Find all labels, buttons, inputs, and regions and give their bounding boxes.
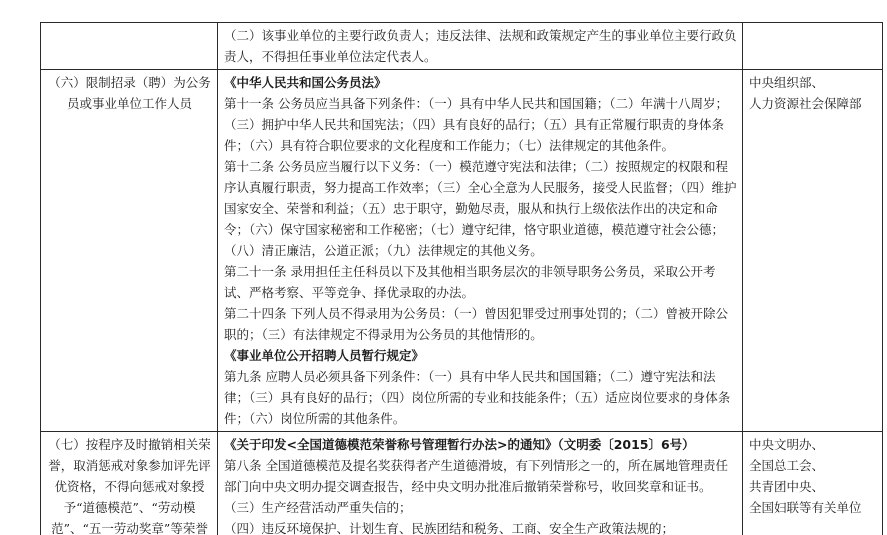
measure-text: （七）按程序及时撤销相关荣誉，取消惩戒对象参加评先评优资格，不得向惩戒对象授予“道德模范”、“劳动模范”、“五一劳动奖章”等荣誉 xyxy=(48,437,211,535)
department-cell xyxy=(743,70,883,432)
measure-cell xyxy=(41,432,218,535)
measure-cell xyxy=(41,70,218,432)
law-article: （三）生产经营活动严重失信的； xyxy=(224,500,412,515)
department-name: 中央文明办、 xyxy=(749,437,825,452)
measure-text: （六）限制招录（聘）为公务员或事业单位工作人员 xyxy=(48,75,211,111)
law-title: 《中华人民共和国公务员法》 xyxy=(224,75,387,90)
legal-basis-cell xyxy=(218,432,743,535)
legal-basis-cell xyxy=(218,23,743,70)
legal-basis-cell xyxy=(218,70,743,432)
table-row xyxy=(41,70,883,432)
department-name: 人力资源社会保障部 xyxy=(749,96,862,111)
law-article: 第十一条 公务员应当具备下列条件：（一）具有中华人民共和国国籍；（二）年满十八周岁；（三）拥护中华人民共和国宪法；（四）具有良好的品行；（五）具有正常履行职责的身体条件；（六）具有符合职位要求的文化程度和工作能力；（七）法律规定的其他条件。 xyxy=(224,96,728,153)
law-article: （二）该事业单位的主要行政负责人；违反法律、法规和政策规定产生的事业单位主要行政负责人，不得担任事业单位法定代表人。 xyxy=(224,28,737,64)
policy-table-body xyxy=(41,23,883,535)
measure-cell xyxy=(41,23,218,70)
policy-table xyxy=(40,22,883,535)
department-cell xyxy=(743,432,883,535)
law-article: 第二十一条 录用担任主任科员以下及其他相当职务层次的非领导职务公务员，采取公开考试、严格考察、平等竞争、择优录取的办法。 xyxy=(224,264,716,300)
law-title: 《关于印发<全国道德模范荣誉称号管理暂行办法>的通知》（文明委〔2015〕6号） xyxy=(224,437,695,452)
law-title: 《事业单位公开招聘人员暂行规定》 xyxy=(224,348,425,363)
law-article: 第二十四条 下列人员不得录用为公务员：（一）曾因犯罪受过刑事处罚的；（二）曾被开除公职的；（三）有法律规定不得录用为公务员的其他情形的。 xyxy=(224,306,728,342)
department-cell xyxy=(743,23,883,70)
law-article: 第九条 应聘人员必须具备下列条件：（一）具有中华人民共和国国籍；（二）遵守宪法和法律；（三）具有良好的品行；（四）岗位所需的专业和技能条件；（五）适应岗位要求的身体条件；（六）岗位所需的其他条件。 xyxy=(224,369,731,426)
department-name: 全国妇联等有关单位 xyxy=(749,500,862,515)
table-row xyxy=(41,432,883,535)
department-name: 中央组织部、 xyxy=(749,75,825,90)
law-article: （四）违反环境保护、计划生育、民族团结和税务、工商、安全生产政策法规的； xyxy=(224,521,675,535)
department-name: 共青团中央、 xyxy=(749,479,825,494)
department-name: 全国总工会、 xyxy=(749,458,825,473)
law-article: 第八条 全国道德模范及提名奖获得者产生道德滑坡，有下列情形之一的，所在属地管理责任部门向中央文明办提交调查报告，经中央文明办批准后撤销荣誉称号，收回奖章和证书。 xyxy=(224,458,728,494)
table-row xyxy=(41,23,883,70)
law-article: 第十二条 公务员应当履行以下义务：（一）模范遵守宪法和法律；（二）按照规定的权限和程序认真履行职责，努力提高工作效率；（三）全心全意为人民服务，接受人民监督；（四）维护国家安全、荣誉和利益；（五）忠于职守，勤勉尽责，服从和执行上级依法作出的决定和命令；（六）保守国家秘密和工作秘密；（七）遵守纪律，恪守职业道德，模范遵守社会公德；（八）清正廉洁，公道正派；（九）法律规定的其他义务。 xyxy=(224,159,737,258)
